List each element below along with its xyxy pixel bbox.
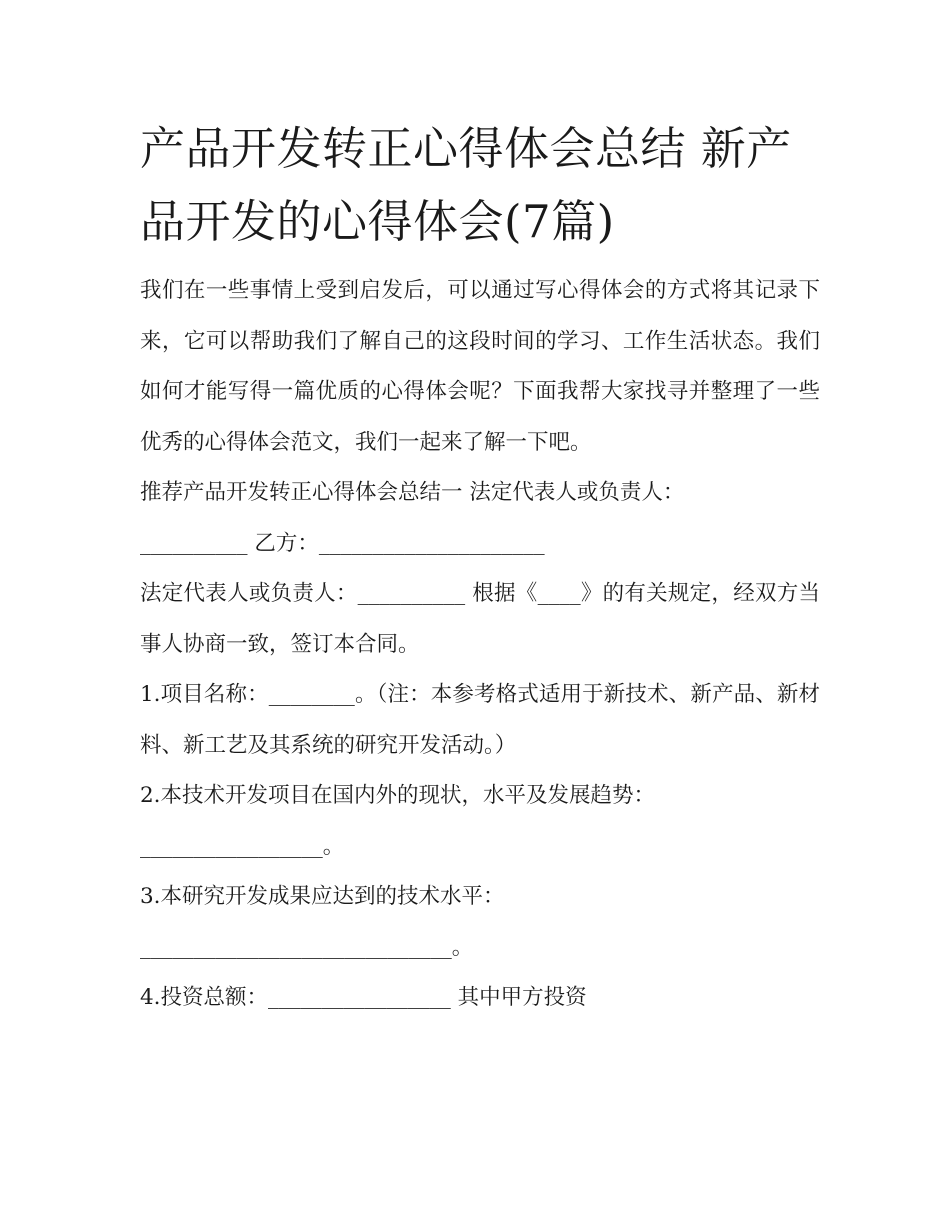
status-item: 2.本技术开发项目在国内外的现状，水平及发展趋势：: [140, 783, 656, 808]
intro-paragraph: 我们在一些事情上受到启发后，可以通过写心得体会的方式将其记录下来，它可以帮助我们了解自己的这段时间的学习、工作生活状态。我们如何才能写得一篇优质的心得体会呢？下面我帮大家找寻并整理了一些优秀的心得体会范文，我们一起来了解一下吧。: [140, 278, 820, 455]
legal-rep-paragraph: 法定代表人或负责人：__________ 根据《____》的有关规定，经双方当事人协商一致，签订本合同。: [140, 581, 820, 657]
project-name-item: 1.项目名称：________。（注：本参考格式适用于新技术、新产品、新材料、新工艺及其系统的研究开发活动。）: [140, 682, 820, 758]
tech-level-blank-line: _____________________________。: [140, 934, 474, 960]
section-heading-line: 推荐产品开发转正心得体会总结一 法定代表人或负责人：: [140, 480, 685, 505]
document-page: [140, 112, 820, 1024]
investment-item: 4.投资总额：_________________ 其中甲方投资: [140, 985, 587, 1010]
document-title: 产品开发转正心得体会总结 新产品开发的心得体会(7篇): [140, 122, 792, 248]
tech-level-item: 3.本研究开发成果应达到的技术水平：: [140, 884, 505, 909]
party-b-blank-line: __________ 乙方：_____________________: [140, 530, 545, 556]
status-blank-line: _________________。: [140, 833, 345, 859]
